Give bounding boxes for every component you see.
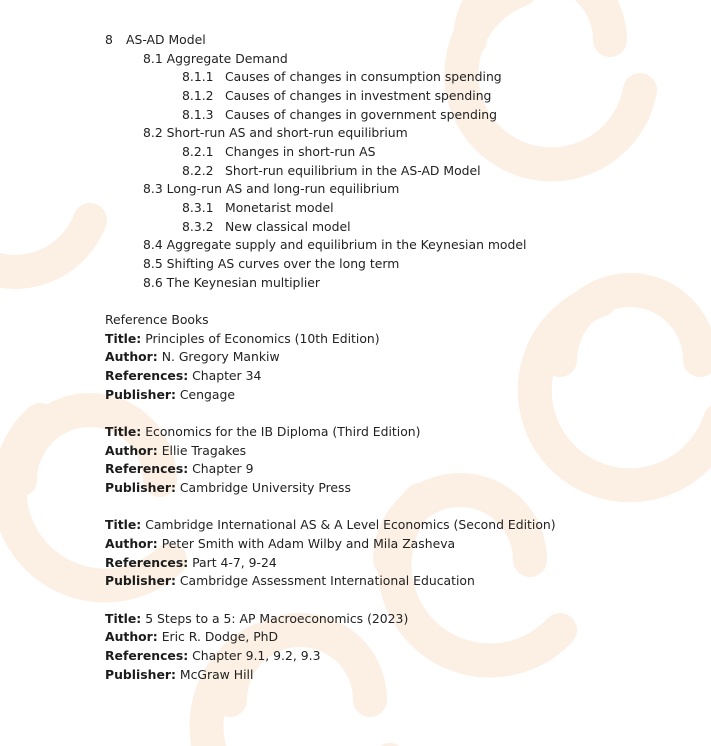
subsection-number: 8.2.2 — [182, 163, 214, 178]
publisher-label: Publisher: — [105, 573, 176, 588]
book-author-line — [105, 349, 280, 364]
subsection-number: 8.1.3 — [182, 107, 214, 122]
book-author-line — [105, 443, 246, 458]
section-title: The Keynesian multiplier — [166, 275, 321, 290]
section-number: 8.6 — [143, 275, 163, 290]
chapter-heading — [105, 32, 206, 47]
section-number: 8.3 — [143, 181, 163, 196]
section-title: Short-run AS and short-run equilibrium — [166, 125, 408, 140]
book-publisher: Cengage — [179, 387, 235, 402]
title-label: Title: — [105, 611, 142, 626]
subsection-number: 8.1.1 — [182, 69, 214, 84]
subsection-title: Monetarist model — [225, 200, 334, 215]
book-publisher: Cambridge University Press — [179, 480, 351, 495]
book-title-line — [105, 517, 556, 532]
section-number: 8.4 — [143, 237, 163, 252]
book-publisher-line — [105, 667, 253, 682]
book-author: Eric R. Dodge, PhD — [161, 629, 279, 644]
author-label: Author: — [105, 443, 158, 458]
book-references: Chapter 34 — [192, 368, 262, 383]
book-title-line — [105, 331, 380, 346]
subsection-number: 8.3.1 — [182, 200, 214, 215]
section-number: 8.2 — [143, 125, 163, 140]
book-references-line — [105, 648, 320, 663]
book-references-line — [105, 368, 261, 383]
section-title: Long-run AS and long-run equilibrium — [166, 181, 400, 196]
section-number: 8.5 — [143, 256, 163, 271]
author-label: Author: — [105, 536, 158, 551]
section-8-2 — [143, 125, 408, 140]
book-title-line — [105, 611, 408, 626]
book-publisher: Cambridge Assessment International Education — [179, 573, 475, 588]
subsection-title: New classical model — [225, 219, 351, 234]
book-author-line — [105, 629, 278, 644]
subsection-8-3-1 — [182, 200, 334, 215]
publisher-label: Publisher: — [105, 480, 176, 495]
references-label: References: — [105, 368, 189, 383]
subsection-8-1-2 — [182, 88, 491, 103]
subsection-title: Causes of changes in investment spending — [225, 88, 492, 103]
book-publisher-line — [105, 480, 351, 495]
subsection-title: Causes of changes in government spending — [225, 107, 497, 122]
subsection-number: 8.1.2 — [182, 88, 214, 103]
subsection-8-3-2 — [182, 219, 351, 234]
section-title: Aggregate Demand — [166, 51, 288, 66]
references-label: References: — [105, 648, 189, 663]
author-label: Author: — [105, 349, 158, 364]
subsection-8-2-2 — [182, 163, 481, 178]
title-label: Title: — [105, 424, 142, 439]
section-title: Shifting AS curves over the long term — [166, 256, 400, 271]
book-author-line — [105, 536, 455, 551]
title-label: Title: — [105, 331, 142, 346]
book-publisher: McGraw Hill — [179, 667, 254, 682]
book-references-line — [105, 555, 277, 570]
book-title: Economics for the IB Diploma (Third Edition) — [145, 424, 421, 439]
chapter-title: AS-AD Model — [126, 32, 206, 47]
references-label: References: — [105, 555, 189, 570]
publisher-label: Publisher: — [105, 667, 176, 682]
publisher-label: Publisher: — [105, 387, 176, 402]
book-publisher-line — [105, 573, 475, 588]
references-label: References: — [105, 461, 189, 476]
book-author: Ellie Tragakes — [161, 443, 247, 458]
subsection-title: Short-run equilibrium in the AS-AD Model — [225, 163, 481, 178]
section-8-4 — [143, 237, 526, 252]
book-author: N. Gregory Mankiw — [161, 349, 280, 364]
section-number: 8.1 — [143, 51, 163, 66]
section-8-6 — [143, 275, 320, 290]
section-8-3 — [143, 181, 399, 196]
section-8-1 — [143, 51, 288, 66]
subsection-number: 8.2.1 — [182, 144, 214, 159]
author-label: Author: — [105, 629, 158, 644]
section-8-5 — [143, 256, 399, 271]
subsection-8-1-1 — [182, 69, 502, 84]
book-title-line — [105, 424, 420, 439]
book-references: Chapter 9 — [192, 461, 254, 476]
subsection-8-2-1 — [182, 144, 375, 159]
chapter-number: 8 — [105, 32, 113, 47]
book-references: Chapter 9.1, 9.2, 9.3 — [192, 648, 321, 663]
book-author: Peter Smith with Adam Wilby and Mila Zasheva — [161, 536, 456, 551]
book-publisher-line — [105, 387, 235, 402]
book-references: Part 4-7, 9-24 — [192, 555, 277, 570]
book-title: Principles of Economics (10th Edition) — [145, 331, 380, 346]
reference-books-heading: Reference Books — [105, 312, 209, 327]
subsection-title: Causes of changes in consumption spending — [225, 69, 502, 84]
book-title: 5 Steps to a 5: AP Macroeconomics (2023) — [145, 611, 409, 626]
book-references-line — [105, 461, 253, 476]
book-title: Cambridge International AS & A Level Economics (Second Edition) — [145, 517, 556, 532]
subsection-title: Changes in short-run AS — [225, 144, 376, 159]
subsection-8-1-3 — [182, 107, 497, 122]
title-label: Title: — [105, 517, 142, 532]
subsection-number: 8.3.2 — [182, 219, 214, 234]
section-title: Aggregate supply and equilibrium in the Keynesian model — [166, 237, 527, 252]
